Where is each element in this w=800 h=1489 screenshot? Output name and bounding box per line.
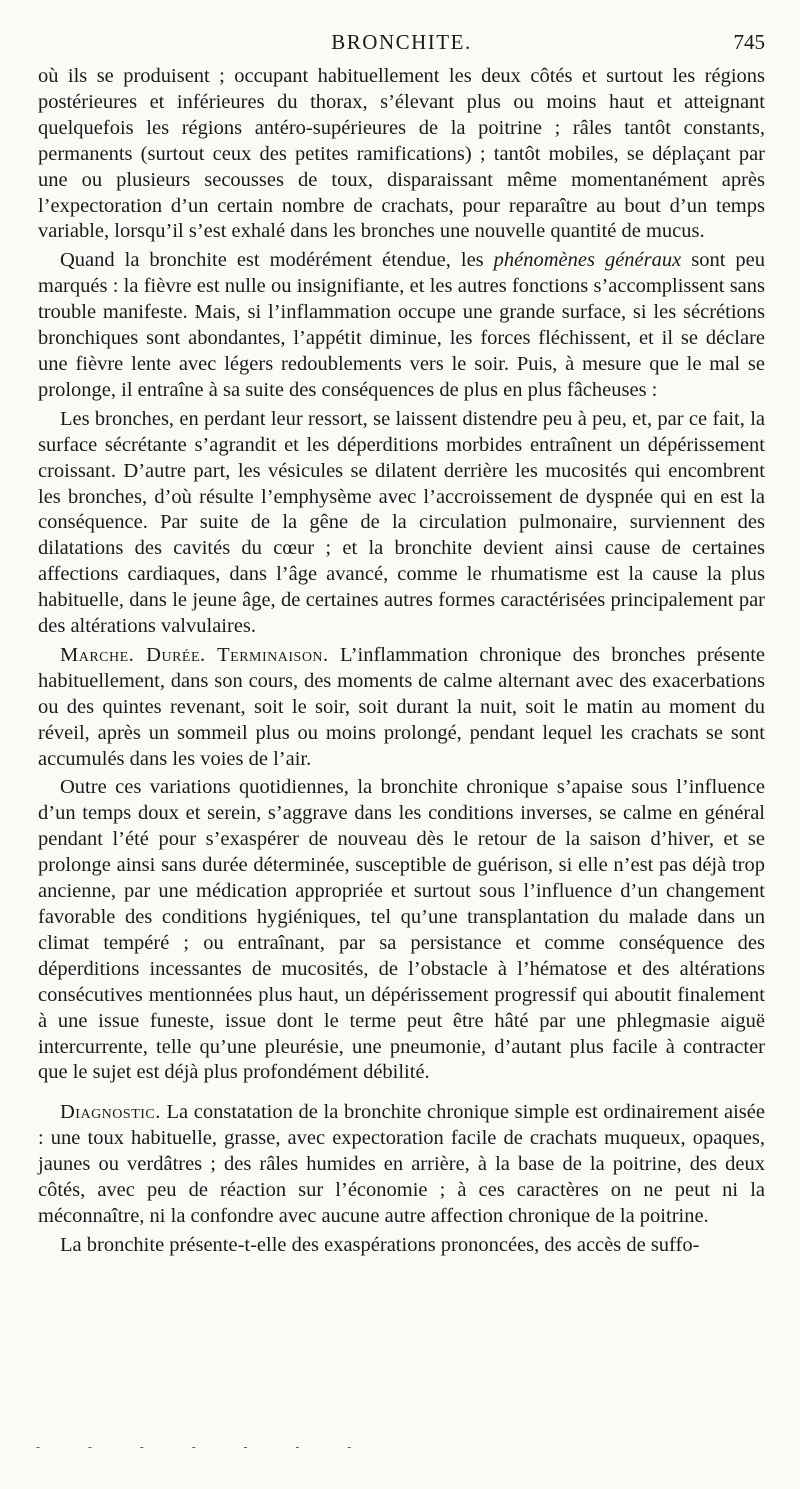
paragraph-phenomenes-generaux — [38, 248, 765, 403]
paragraph-text: L’inflammation chronique des bronches présente habituellement, dans son cours, des moments de calme alternant avec des exacerbations ou des quintes revenant, soit le soir, soit durant la nuit, soit le matin au moment du réveil, après un sommeil plus ou moins prolongé, pendant lequel les crachats se sont accumulés dans les voies de l’air. — [38, 643, 766, 770]
paragraph-consequences: Les bronches, en perdant leur ressort, se laissent distendre peu à peu, et, par ce fait, la surface sécrétante s’agrandit et les déperditions morbides entraînent un dépérissement croissant. D’autre part, les vésicules se dilatent derrière les mucosités qui encombrent les bronches, d’où résulte l’emphysème avec l’accroissement de dyspnée qui en est la conséquence. Par suite de la gêne de la circulation pulmonaire, surviennent des dilatations des cavités du cœur ; et la bronchite devient ainsi cause de certaines affections cardiaques, dans l’âge avancé, comme le rhumatisme est la cause la plus habituelle, dans le jeune âge, de certaines autres formes caractérisées principalement par des altérations valvulaires. — [38, 407, 765, 638]
section-heading-marche: Marche. Durée. Terminaison. — [60, 643, 329, 666]
running-title: BRONCHITE. — [331, 30, 472, 54]
paragraph-final: La bronchite présente-t-elle des exaspérations prononcées, des accès de suffo- — [60, 1233, 700, 1256]
paragraph-diagnostic — [38, 1100, 765, 1230]
paragraph-text: La constatation de la bronchite chronique simple est ordinairement aisée : une toux habituelle, grasse, avec expectoration facile de crachats muqueux, opaques, jaunes ou verdâtres ; des râles humides en arrière, à la base de la poitrine, des deux côtés, avec peu de réaction sur l’économie ; à ces caractères on ne peut ni la méconnaître, ni la confondre avec aucune autre affection chronique de la poitrine. — [38, 1101, 765, 1227]
section-heading-diagnostic: Diagnostic. — [60, 1101, 161, 1124]
footer-marks: - - - - - - - — [36, 1440, 374, 1454]
paragraph-marche — [38, 643, 765, 773]
italic-term: phénomènes généraux — [493, 249, 682, 272]
paragraph-text-before: Quand la bronchite est modérément étendue, les — [60, 249, 494, 272]
page-header — [38, 30, 765, 60]
paragraph-text-after: sont peu marqués : la fièvre est nulle ou insignifiante, et les autres fonctions s’accomplissent sans trouble manifeste. Mais, si l’inflammation occupe une grande surface, si les sécrétions bronchiques sont abondantes, l’appétit diminue, les forces fléchissent, et il se déclare une fièvre lente avec légers redoublements vers le soir. Puis, à mesure que le mal se prolonge, il entraîne à sa suite des conséquences de plus en plus fâcheuses : — [38, 249, 765, 401]
page-number: 745 — [733, 30, 765, 54]
paragraph-continuation: où ils se produisent ; occupant habituellement les deux côtés et surtout les régions postérieures et inférieures du thorax, s’élevant plus ou moins haut et atteignant quelquefois les régions antéro-supérieures de la poitrine ; râles tantôt constants, permanents (surtout ceux des petites ramifications) ; tantôt mobiles, se déplaçant par une ou plusieurs secousses de toux, disparaissant même momentanément après l’expectoration d’un certain nombre de crachats, pour reparaître au bout d’un temps variable, lorsqu’il s’est exhalé dans les bronches une nouvelle quantité de mucus. — [38, 65, 765, 243]
body-text — [38, 64, 765, 1259]
paragraph-variations: Outre ces variations quotidiennes, la bronchite chronique s’apaise sous l’influence d’un temps doux et serein, s’aggrave dans les conditions inverses, se calme en général pendant l’été pour s’exaspérer de nouveau dès le retour de la saison d’hiver, et se prolonge ainsi sans durée déterminée, susceptible de guérison, si elle n’est pas déjà trop ancienne, par une médication appropriée et surtout sous l’influence d’un changement favorable des conditions hygiéniques, tel qu’une transplantation du malade dans un climat tempéré ; ou entraînant, par sa persistance et comme conséquence des déperditions incessantes de mucosités, de l’obstacle à l’hématose et des altérations consécutives mentionnées plus haut, un dépérissement progressif qui aboutit finalement à une issue funeste, issue dont le terme peut être hâté par une phlegmasie aiguë intercurrente, telle qu’une pleurésie, une pneumonie, d’autant plus facile à contracter que le sujet est déjà plus profondément débilité. — [38, 776, 765, 1084]
